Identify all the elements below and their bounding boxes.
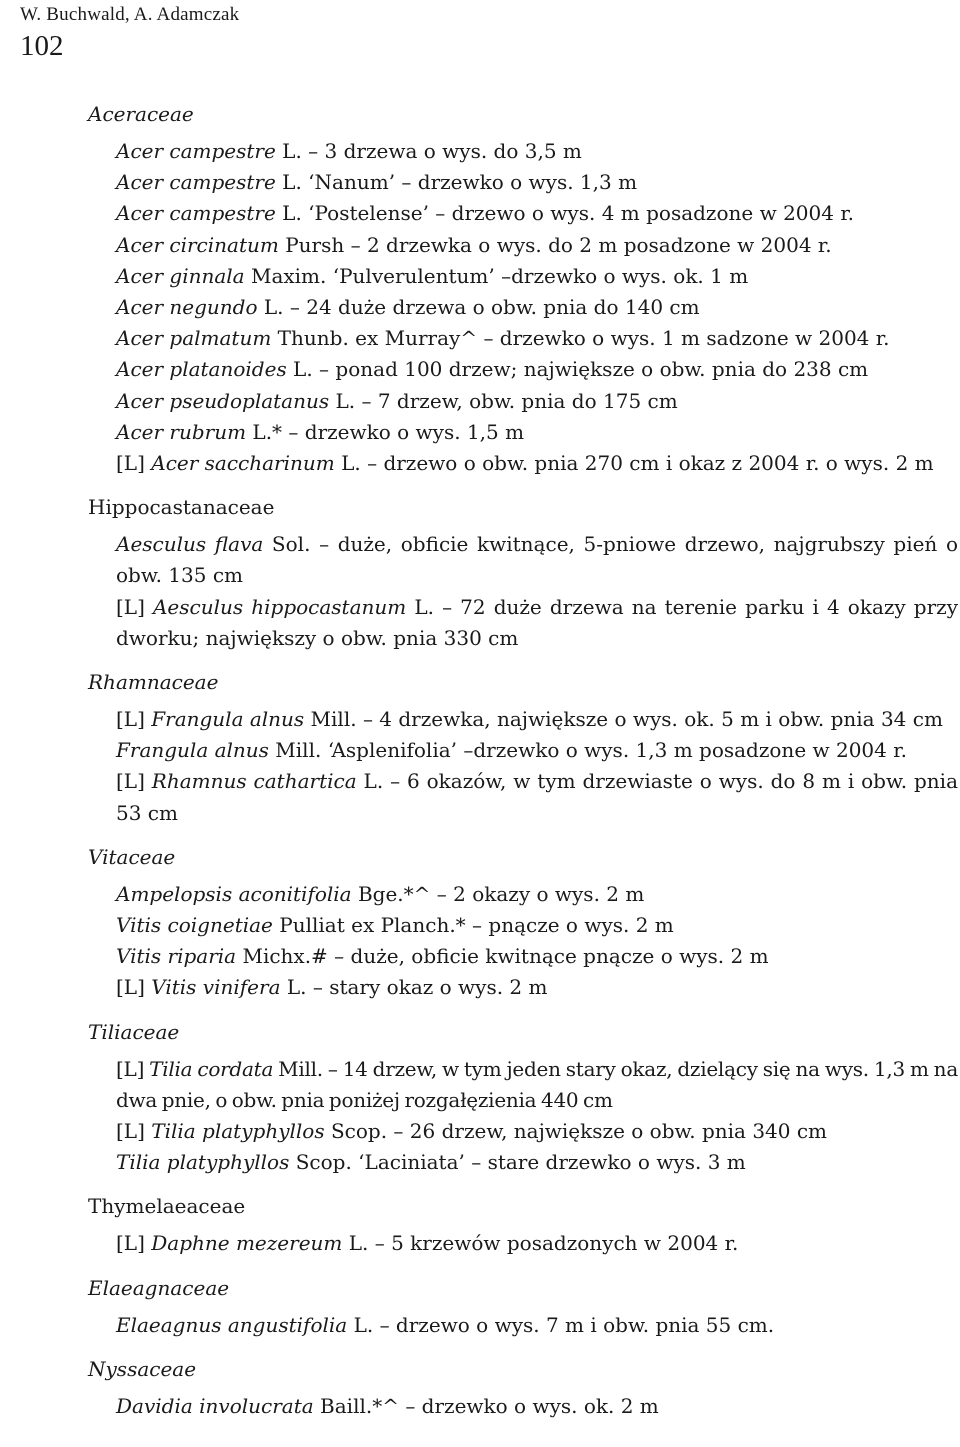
species-entry xyxy=(116,323,958,354)
species-entry xyxy=(116,910,958,941)
species-description: Baill.*^ – drzewko o wys. ok. 2 m xyxy=(313,1393,659,1418)
species-description: L. – 6 okazów, w tym drzewiaste o wys. do 8 m i obw. pnia 53 cm xyxy=(116,769,958,825)
species-entries xyxy=(88,1228,958,1259)
species-entry xyxy=(116,354,958,385)
species-entry xyxy=(116,879,958,910)
species-entry xyxy=(116,167,958,198)
species-entries xyxy=(88,879,958,1004)
species-name: Acer ginnala xyxy=(116,263,245,288)
species-entry xyxy=(116,1116,958,1147)
species-entry xyxy=(116,1054,958,1116)
species-description: L. – 5 krzewów posadzonych w 2004 r. xyxy=(342,1231,739,1256)
species-entries xyxy=(88,136,958,479)
species-name: Aesculus flava xyxy=(116,532,264,557)
family-heading: Vitaceae xyxy=(88,844,176,869)
species-name: Aesculus hippocastanum xyxy=(152,594,407,619)
species-name: Rhamnus cathartica xyxy=(151,769,357,794)
running-head: W. Buchwald, A. Adamczak xyxy=(20,4,240,25)
species-name: Tilia platyphyllos xyxy=(116,1150,290,1175)
species-name: Acer negundo xyxy=(116,295,258,320)
species-description: L. – 7 drzew, obw. pnia do 175 cm xyxy=(329,388,678,413)
species-entry xyxy=(116,136,958,167)
species-entries xyxy=(88,529,958,654)
species-description: L. – drzewo o obw. pnia 270 cm i okaz z 2004 r. o wys. 2 m xyxy=(334,451,934,476)
family-heading: Elaeagnaceae xyxy=(88,1275,230,1300)
species-name: Acer rubrum xyxy=(116,419,247,444)
species-entry xyxy=(116,386,958,417)
species-entry xyxy=(116,766,958,828)
species-description: Thunb. ex Murray^ – drzewko o wys. 1 m sadzone w 2004 r. xyxy=(271,326,890,351)
species-entry xyxy=(116,448,958,479)
species-name: Acer platanoides xyxy=(116,357,287,382)
species-entries xyxy=(88,1054,958,1179)
species-description: Pulliat ex Planch.* – pnącze o wys. 2 m xyxy=(272,913,674,938)
species-name: Davidia involucrata xyxy=(116,1393,314,1418)
species-description: Mill. ‘Asplenifolia’ –drzewko o wys. 1,3 m posadzone w 2004 r. xyxy=(268,738,907,763)
species-description: Mill. – 14 drzew, w tym jeden stary okaz, dzielący się na wys. 1,3 m na dwa pnie, o obw. pnia poniżej rozgałęzienia 440 cm xyxy=(116,1056,958,1112)
species-entry xyxy=(116,417,958,448)
local-marker: [L] xyxy=(116,594,153,619)
species-name: Acer campestre xyxy=(116,170,276,195)
species-description: Pursh – 2 drzewka o wys. do 2 m posadzone w 2004 r. xyxy=(278,232,832,257)
family-heading: Aceraceae xyxy=(88,102,194,126)
species-entry xyxy=(116,592,958,654)
page-number: 102 xyxy=(20,30,64,62)
species-name: Acer palmatum xyxy=(116,326,272,351)
species-entry xyxy=(116,1228,958,1259)
species-entries xyxy=(88,1391,958,1422)
local-marker: [L] xyxy=(116,1119,152,1144)
family-heading: Rhamnaceae xyxy=(88,670,219,695)
species-name: Acer pseudoplatanus xyxy=(116,388,330,413)
species-description: Scop. ‘Laciniata’ – stare drzewko o wys. 3 m xyxy=(289,1150,746,1175)
local-marker: [L] xyxy=(116,769,152,794)
species-description: L. – 72 duże drzewa na terenie parku i 4 okazy przy dworku; największy o obw. pnia 330 cm xyxy=(116,594,958,650)
species-name: Acer saccharinum xyxy=(151,451,335,476)
species-list xyxy=(88,98,958,1434)
family-heading: Nyssaceae xyxy=(88,1356,197,1381)
species-entry xyxy=(116,198,958,229)
species-description: Bge.*^ – 2 okazy o wys. 2 m xyxy=(351,881,645,906)
species-entry xyxy=(116,941,958,972)
species-description: L. – 3 drzewa o wys. do 3,5 m xyxy=(275,139,582,163)
species-description: L. ‘Postelense’ – drzewo o wys. 4 m posadzone w 2004 r. xyxy=(275,201,855,226)
species-name: Vitis vinifera xyxy=(151,975,281,1000)
species-name: Tilia cordata xyxy=(149,1056,274,1081)
species-description: L. – drzewo o wys. 7 m i obw. pnia 55 cm. xyxy=(347,1312,775,1337)
species-description: L. – 24 duże drzewa o obw. pnia do 140 cm xyxy=(257,295,700,320)
species-entry xyxy=(116,292,958,323)
species-name: Frangula alnus xyxy=(116,738,269,763)
species-name: Tilia platyphyllos xyxy=(151,1119,325,1144)
species-entry xyxy=(116,529,958,591)
species-description: Scop. – 26 drzew, największe o obw. pnia 340 cm xyxy=(324,1119,828,1144)
species-name: Acer campestre xyxy=(116,201,276,226)
local-marker: [L] xyxy=(116,975,152,1000)
species-description: Maxim. ‘Pulverulentum’ –drzewko o wys. ok. 1 m xyxy=(244,263,749,288)
local-marker: [L] xyxy=(116,451,152,476)
species-entry xyxy=(116,261,958,292)
local-marker: [L] xyxy=(116,1231,152,1256)
species-entry xyxy=(116,704,958,735)
species-entries xyxy=(88,1310,958,1341)
species-entry xyxy=(116,230,958,261)
local-marker: [L] xyxy=(116,707,152,732)
family-heading: Thymelaeaceae xyxy=(88,1194,246,1219)
family-heading: Tiliaceae xyxy=(88,1019,180,1044)
species-name: Daphne mezereum xyxy=(151,1231,343,1256)
species-entry xyxy=(116,735,958,766)
species-description: Mill. – 4 drzewka, największe o wys. ok. 5 m i obw. pnia 34 cm xyxy=(304,707,943,732)
species-entry xyxy=(116,1147,958,1178)
species-description: Michx.# – duże, obficie kwitnące pnącze o wys. 2 m xyxy=(236,944,769,969)
species-name: Ampelopsis aconitifolia xyxy=(116,881,352,906)
species-entry xyxy=(116,972,958,1003)
species-name: Acer campestre xyxy=(116,139,276,163)
local-marker: [L] xyxy=(116,1056,150,1081)
species-entries xyxy=(88,704,958,829)
species-name: Frangula alnus xyxy=(151,707,305,732)
species-name: Vitis riparia xyxy=(116,944,237,969)
species-description: L. – ponad 100 drzew; największe o obw. pnia do 238 cm xyxy=(286,357,869,382)
family-heading: Hippocastanaceae xyxy=(88,495,275,520)
species-name: Elaeagnus angustifolia xyxy=(116,1312,348,1337)
species-description: L. ‘Nanum’ – drzewko o wys. 1,3 m xyxy=(275,170,638,195)
species-entry xyxy=(116,1391,958,1422)
species-description: Sol. – duże, obficie kwitnące, 5-pniowe drzewo, najgrubszy pień o obw. 135 cm xyxy=(116,532,958,588)
species-name: Vitis coignetiae xyxy=(116,913,273,938)
species-description: L.* – drzewko o wys. 1,5 m xyxy=(246,419,525,444)
species-name: Acer circinatum xyxy=(116,232,279,257)
species-entry xyxy=(116,1310,958,1341)
species-description: L. – stary okaz o wys. 2 m xyxy=(280,975,548,1000)
